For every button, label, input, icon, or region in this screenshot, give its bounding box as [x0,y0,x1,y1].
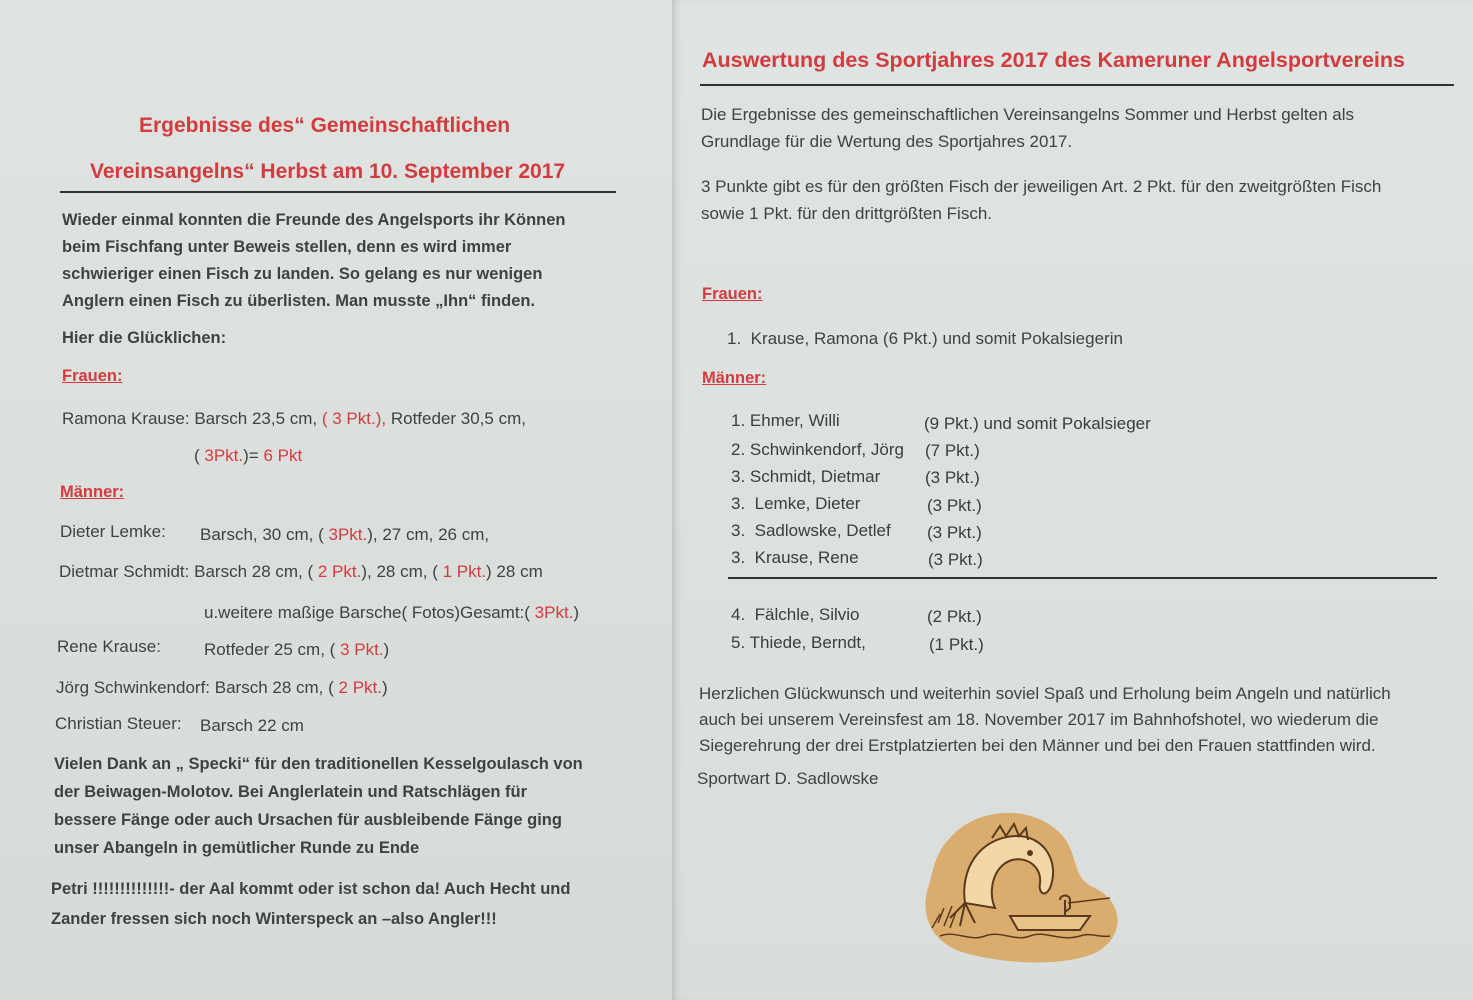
schmidt-line [59,562,543,582]
ramona-equals: )= [243,446,264,465]
schmidt-close: ) [573,603,580,622]
right-intro [701,101,1354,155]
thanks-line: unser Abangeln in gemütlicher Runde zu Ende [54,839,420,857]
angler-name: Thiede, Berndt, [749,633,866,652]
left-intro-line: schwieriger einen Fisch zu landen. So gelang es nur wenigen [62,265,543,283]
lemke-catch [200,525,489,545]
left-intro-line: Wieder einmal konnten die Freunde des Angelsports ihr Können [62,211,566,229]
right-intro-line: Grundlage für die Wertung des Sportjahres 2017. [701,132,1073,151]
lemke-points: 3Pkt. [328,525,368,544]
right-intro-line: Die Ergebnisse des gemeinschaftlichen Vereinsangelns Sommer und Herbst gelten als [701,105,1354,124]
rank-number: 1. [731,411,746,430]
congrats-line: auch bei unserem Vereinsfest am 18. November 2017 im Bahnhofshotel, wo wiederum die [699,710,1379,729]
men-rank-name [731,494,860,514]
thanks-line: bessere Fänge oder auch Ursachen für ausbleibende Fänge ging [54,811,562,829]
rene-points: 3 Pkt. [340,640,384,659]
petri-line: Petri !!!!!!!!!!!!!!- der Aal kommt oder ist schon da! Auch Hecht und [51,880,571,898]
schmidt-name: Dietmar Schmidt: [59,562,190,581]
men-rank-points: (3 Pkt.) [928,550,983,569]
lemke-fish: Barsch, 30 cm, ( [200,525,329,544]
rank-number: 5. [731,633,746,652]
men-rank-points: (3 Pkt.) [925,468,980,487]
joerg-name: Jörg Schwinkendorf: [56,678,211,697]
thanks-line: Vielen Dank an „ Specki“ für den traditionellen Kesselgoulasch von [54,755,583,773]
men-rank-points: (3 Pkt.) [927,496,982,515]
angler-name: Schmidt, Dietmar [749,467,881,486]
right-men-heading: Männer: [702,369,767,387]
thanks-paragraph [54,750,583,862]
rank-number: 2. [731,440,746,459]
angler-name: Lemke, Dieter [754,494,861,513]
schmidt-fish3: ) 28 cm [486,562,543,581]
left-intro-line: Anglern einen Fisch zu überlisten. Man musste „Ihn“ finden. [62,292,536,310]
rene-catch [204,640,389,660]
ramona-open: ( [194,446,205,465]
points-rule [701,173,1381,227]
men-rank-name [731,467,880,487]
men-rank-name [731,440,904,460]
congrats-line: Herzlichen Glückwunsch und weiterhin soviel Spaß und Erholung beim Angeln und natürlich [699,684,1391,703]
lemke-name: Dieter Lemke: [60,522,166,541]
right-title-rule [700,84,1454,86]
men-rank-points: (9 Pkt.) und somit Pokalsieger [924,414,1151,433]
schmidt-points3: 3Pkt. [534,603,574,622]
rank-number: 3. [731,494,746,513]
schmidt-fish1: Barsch 28 cm, ( [194,562,318,581]
ramona-total: 6 Pkt [263,446,303,465]
left-men-heading: Männer: [60,483,125,501]
petri-paragraph [51,874,570,934]
steuer-catch: Barsch 22 cm [200,716,304,735]
lemke-line [60,522,166,542]
ramona-points1: ( 3 Pkt.), [321,409,387,428]
men-rank-name [731,548,859,568]
fish-eye [1027,850,1033,856]
ramona-line2 [194,446,302,466]
left-sheet [0,0,672,1000]
schmidt-points1: 2 Pkt. [317,562,362,581]
congrats-line: Siegerehrung der drei Erstplatzierten bei den Männer und bei den Frauen stattfinden wird. [699,736,1376,755]
congrats-paragraph [699,681,1391,759]
rene-fish: Rotfeder 25 cm, ( [204,640,341,659]
signature: Sportwart D. Sadlowske [697,769,879,788]
angler-name: Ehmer, Willi [749,411,840,430]
men-rank-points: (2 Pkt.) [927,607,982,626]
schmidt-line2 [204,603,579,623]
schmidt-more: u.weitere maßige Barsche( Fotos)Gesamt:( [204,603,535,622]
men-rank-name [731,521,891,541]
angler-name: Fälchle, Silvio [754,605,860,624]
lemke-more: ), 27 cm, 26 cm, [367,525,490,544]
men-rank-points: (7 Pkt.) [925,441,980,460]
right-sheet [672,0,1473,1000]
ramona-name: Ramona Krause: [62,409,190,428]
rene-name: Rene Krause: [57,637,161,656]
ramona-line1 [62,409,526,429]
joerg-close: ) [381,678,388,697]
joerg-line [56,678,388,698]
women-rank: 1. [727,329,742,348]
women-entry: Krause, Ramona (6 Pkt.) und somit Pokalsiegerin [750,329,1123,348]
men-rank-points: (1 Pkt.) [929,635,984,654]
joerg-fish: Barsch 28 cm, ( [210,678,339,697]
boat [1010,916,1090,930]
angler-name: Krause, Rene [754,548,859,567]
men-rank-name [731,633,866,653]
ramona-fish2: Rotfeder 30,5 cm, [386,409,526,428]
joerg-points: 2 Pkt. [338,678,382,697]
rank-number: 3. [731,521,746,540]
lucky-label: Hier die Glücklichen: [62,329,227,347]
left-title-rule [60,191,616,193]
angler-name: Sadlowske, Detlef [754,521,891,540]
rank-number: 3. [731,467,746,486]
ramona-fish1: Barsch 23,5 cm, [194,409,322,428]
women-rank-row [727,329,1123,349]
thanks-line: der Beiwagen-Molotov. Bei Anglerlatein und Ratschlägen für [54,783,528,801]
right-title: Auswertung des Sportjahres 2017 des Kameruner Angelsportvereins [702,48,1405,72]
schmidt-fish2: ), 28 cm, ( [361,562,443,581]
points-rule-line: 3 Punkte gibt es für den größten Fisch der jeweiligen Art. 2 Pkt. für den zweitgrößten Fisch [701,177,1382,196]
fish-illustration [920,808,1125,963]
angler-name: Schwinkendorf, Jörg [749,440,904,459]
left-title-line2: Vereinsangelns“ Herbst am 10. September 2017 [90,160,566,183]
rank-number: 4. [731,605,746,624]
men-rank-name [731,411,840,431]
rene-close: ) [383,640,390,659]
petri-line: Zander fressen sich noch Winterspeck an –also Angler!!! [51,910,497,928]
left-intro [62,207,565,315]
men-rank-name [731,605,860,625]
left-women-heading: Frauen: [62,367,123,385]
rank-number: 3. [731,548,746,567]
ramona-points2: 3Pkt. [204,446,244,465]
left-title-line1: Ergebnisse des“ Gemeinschaftlichen [139,114,511,137]
left-intro-line: beim Fischfang unter Beweis stellen, denn es wird immer [62,238,512,256]
steuer-name: Christian Steuer: [55,714,182,733]
right-women-heading: Frauen: [702,285,763,303]
ranking-divider [728,577,1437,579]
schmidt-points2: 1 Pkt. [442,562,487,581]
men-rank-points: (3 Pkt.) [927,523,982,542]
points-rule-line: sowie 1 Pkt. für den drittgrößten Fisch. [701,204,993,223]
